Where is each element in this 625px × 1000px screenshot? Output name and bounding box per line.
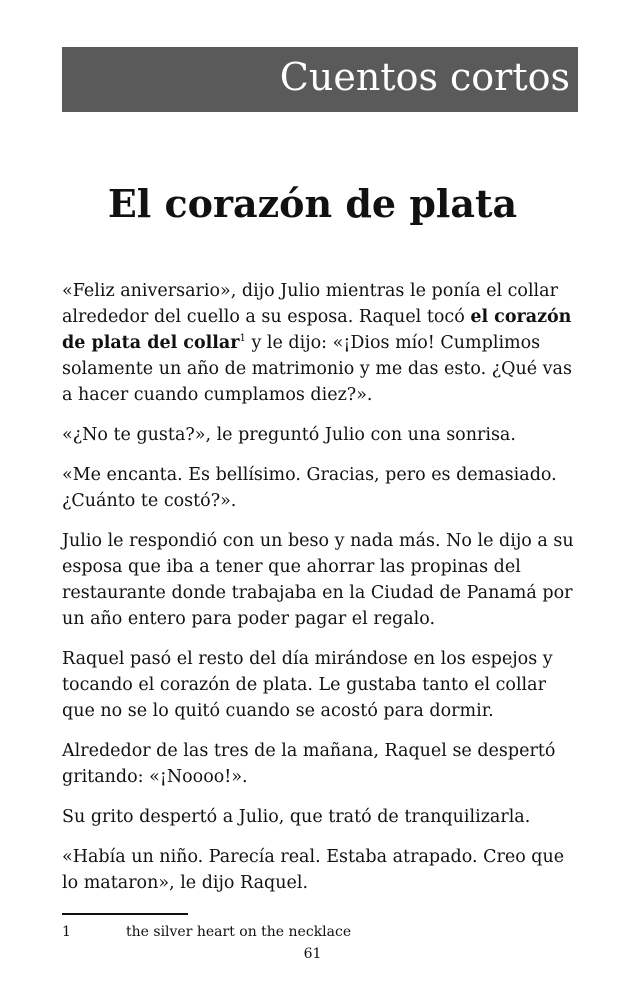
footnote-number: 1 (62, 924, 71, 940)
paragraph-1 (62, 278, 582, 408)
story-title: El corazón de plata (107, 181, 518, 226)
glossed-phrase: el corazón de plata del collar (62, 307, 572, 353)
story-body (62, 278, 582, 910)
paragraph-7: Su grito despertó a Julio, que trató de tranquilizarla. (62, 807, 531, 827)
paragraph-6: Alrededor de las tres de la mañana, Raquel se despertó gritando: «¡Noooo!». (62, 741, 556, 787)
footnote-text: the silver heart on the necklace (126, 924, 352, 940)
section-header-bar (62, 47, 578, 112)
paragraph-4: Julio le respondió con un beso y nada más. No le dijo a su esposa que iba a tener que ahorrar las propinas del restaurante donde trabajaba en la Ciudad de Panamá por un año entero para poder pagar el regalo. (62, 531, 574, 629)
footnote (62, 922, 582, 942)
page-number: 61 (303, 946, 322, 962)
paragraph-8: «Había un niño. Parecía real. Estaba atrapado. Creo que lo mataron», le dijo Raquel. (62, 847, 565, 893)
paragraph-1-start: «Feliz aniversario», dijo Julio mientras le ponía el collar alrededor del cuello a su esposa. Raquel tocó (62, 281, 558, 327)
footnote-reference: 1 (239, 333, 246, 345)
section-title: Cuentos cortos (279, 55, 570, 99)
paragraph-2: «¿No te gusta?», le preguntó Julio con una sonrisa. (62, 425, 516, 445)
paragraph-5: Raquel pasó el resto del día mirándose en los espejos y tocando el corazón de plata. Le gustaba tanto el collar que no se lo quitó cuando se acostó para dormir. (62, 649, 553, 721)
paragraph-1-end: y le dijo: «¡Dios mío! Cumplimos solamente un año de matrimonio y me das esto. ¿Qué vas a hacer cuando cumplamos diez?». (62, 333, 572, 405)
paragraph-3: «Me encanta. Es bellísimo. Gracias, pero es demasiado. ¿Cuánto te costó?». (62, 465, 557, 511)
footnote-divider (62, 913, 188, 915)
